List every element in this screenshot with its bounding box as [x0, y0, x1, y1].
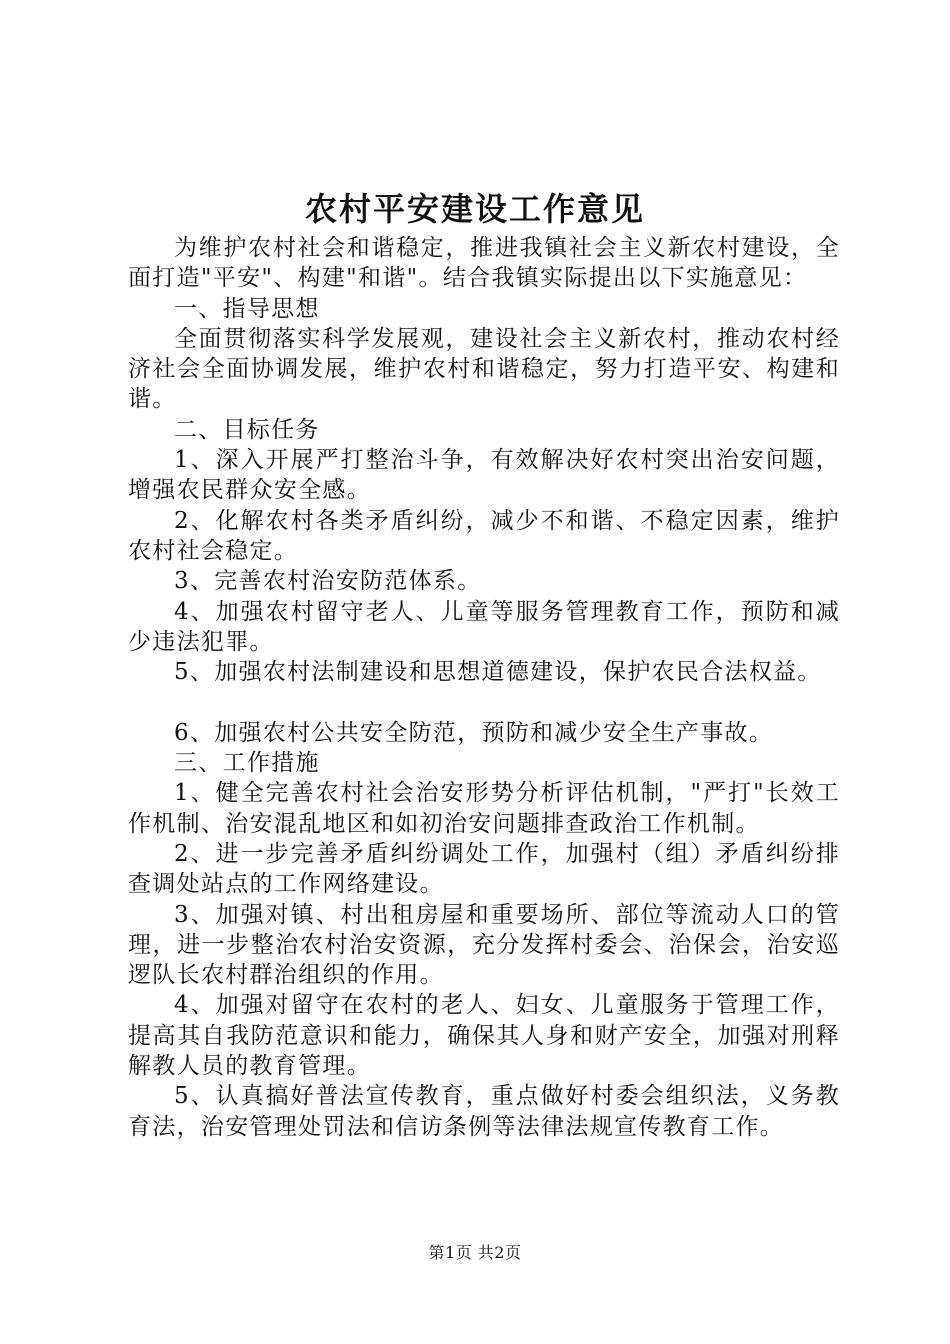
goal-item-6: 6、加强农村公共安全防范，预防和减少安全生产事故。 [174, 719, 774, 746]
guiding-thought-paragraph: 全面贯彻落实科学发展观，建设社会主义新农村，推动农村经济社会全面协调发展，维护农村和谐稳定，努力打造平安、构建和谐。 [128, 325, 840, 413]
measure-item-4: 4、加强对留守在农村的老人、妇女、儿童服务于管理工作，提高其自我防范意识和能力，确保其人身和财产安全，加强对刑释解教人员的教育管理。 [128, 992, 840, 1080]
measure-item-5: 5、认真搞好普法宣传教育，重点做好村委会组织法，义务教育法，治安管理处罚法和信访条例等法律法规宣传教育工作。 [128, 1083, 840, 1140]
document-body [128, 233, 840, 1142]
section-heading-measures: 三、工作措施 [174, 750, 320, 777]
section-heading-goals: 二、目标任务 [174, 416, 320, 443]
intro-paragraph: 为维护农村社会和谐稳定，推进我镇社会主义新农村建设，全面打造"平安"、构建"和谐"。结合我镇实际提出以下实施意见： [128, 235, 840, 292]
section-heading-guiding-thought: 一、指导思想 [174, 295, 320, 322]
goal-item-5: 5、加强农村法制建设和思想道德建设，保护农民合法权益。 [174, 659, 822, 686]
page-number-footer: 第1页 共2页 [428, 1243, 522, 1262]
goal-item-4: 4、加强农村留守老人、儿童等服务管理教育工作，预防和减少违法犯罪。 [128, 598, 840, 655]
measure-item-2: 2、进一步完善矛盾纠纷调处工作，加强村（组）矛盾纠纷排查调处站点的工作网络建设。 [128, 840, 840, 898]
measure-item-1: 1、健全完善农村社会治安形势分析评估机制，"严打"长效工作机制、治安混乱地区和如初治安问题排查政治工作机制。 [128, 780, 840, 837]
measure-item-3: 3、加强对镇、村出租房屋和重要场所、部位等流动人口的管理，进一步整治农村治安资源，充分发挥村委会、治保会，治安巡逻队长农村群治组织的作用。 [128, 901, 840, 989]
goal-item-1: 1、深入开展严打整治斗争，有效解决好农村突出治安问题，增强农民群众安全感。 [128, 447, 840, 504]
document-title: 农村平安建设工作意见 [304, 190, 645, 228]
blank-line [128, 687, 840, 717]
goal-item-2: 2、化解农村各类矛盾纠纷，减少不和谐、不稳定因素，维护农村社会稳定。 [128, 507, 840, 564]
goal-item-3: 3、完善农村治安防范体系。 [174, 568, 482, 595]
